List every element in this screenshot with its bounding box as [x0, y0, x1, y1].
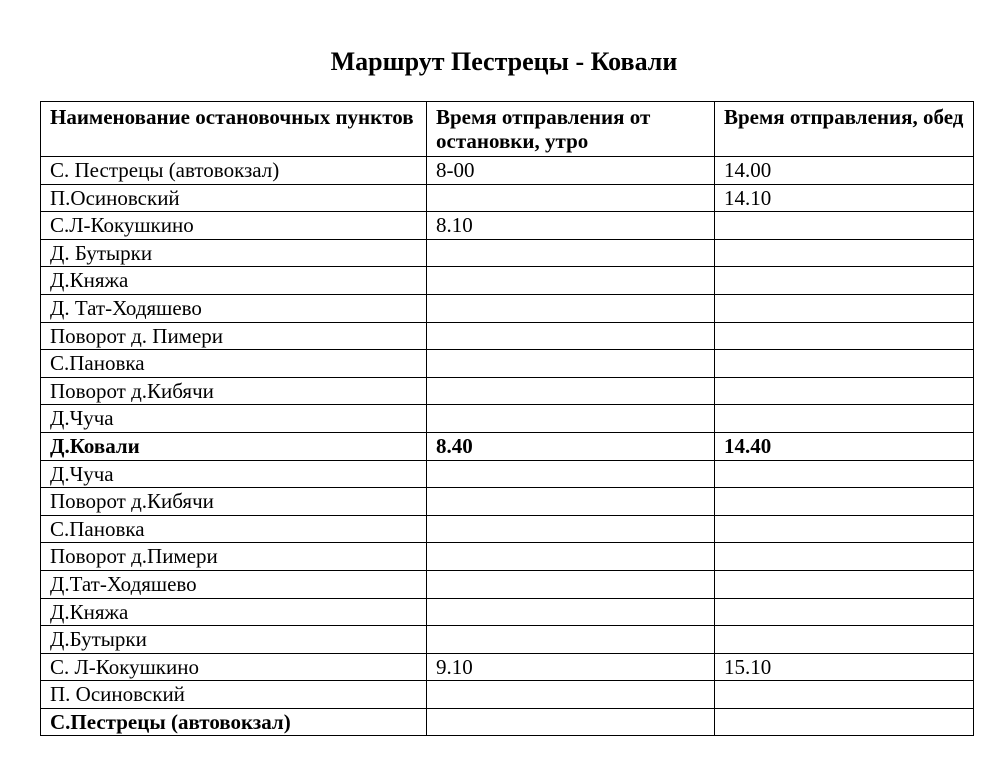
table-row — [41, 432, 974, 460]
table-row — [41, 570, 974, 598]
table-row — [41, 405, 974, 433]
table-row — [41, 653, 974, 681]
page-title: Маршрут Пестрецы - Ковали — [330, 47, 678, 76]
stop-name-cell: Поворот д.Пимери — [41, 543, 427, 571]
stop-name-cell: Д.Чуча — [41, 405, 427, 433]
morning-time-cell — [427, 681, 715, 709]
morning-time-cell — [427, 184, 715, 212]
table-row — [41, 460, 974, 488]
morning-time-cell: 8.40 — [427, 432, 715, 460]
lunch-time-cell — [715, 598, 974, 626]
stop-name-cell: С. Пестрецы (автовокзал) — [41, 157, 427, 185]
table-row — [41, 267, 974, 295]
morning-time-cell — [427, 515, 715, 543]
header-row — [41, 102, 974, 157]
table-row — [41, 239, 974, 267]
table-row — [41, 157, 974, 185]
schedule-table — [40, 101, 974, 736]
morning-time-cell — [427, 488, 715, 516]
lunch-time-cell — [715, 405, 974, 433]
stop-name-cell: С.Пановка — [41, 350, 427, 378]
schedule-table-header — [41, 102, 974, 157]
stop-name-cell: Поворот д.Кибячи — [41, 377, 427, 405]
schedule-table-body — [41, 157, 974, 736]
stop-name-cell: С.Пестрецы (автовокзал) — [41, 708, 427, 736]
table-row — [41, 488, 974, 516]
table-row — [41, 294, 974, 322]
lunch-time-cell — [715, 515, 974, 543]
lunch-time-cell — [715, 267, 974, 295]
stop-name-cell: Д.Тат-Ходяшево — [41, 570, 427, 598]
lunch-time-cell: 14.00 — [715, 157, 974, 185]
morning-time-cell — [427, 708, 715, 736]
stop-name-cell: П.Осиновский — [41, 184, 427, 212]
table-row — [41, 322, 974, 350]
stop-name-cell: Д.Княжа — [41, 267, 427, 295]
stop-name-cell: С.Л-Кокушкино — [41, 212, 427, 240]
table-row — [41, 184, 974, 212]
morning-time-cell — [427, 239, 715, 267]
lunch-time-cell — [715, 350, 974, 378]
lunch-time-cell — [715, 708, 974, 736]
morning-time-cell — [427, 598, 715, 626]
lunch-time-cell — [715, 488, 974, 516]
lunch-time-cell: 14.40 — [715, 432, 974, 460]
morning-time-cell — [427, 267, 715, 295]
table-row — [41, 543, 974, 571]
stop-name-cell: Поворот д.Кибячи — [41, 488, 427, 516]
table-row — [41, 377, 974, 405]
morning-time-cell — [427, 294, 715, 322]
morning-time-cell: 8.10 — [427, 212, 715, 240]
lunch-time-cell — [715, 322, 974, 350]
morning-time-cell — [427, 350, 715, 378]
lunch-time-cell: 14.10 — [715, 184, 974, 212]
lunch-time-cell — [715, 239, 974, 267]
morning-time-cell — [427, 322, 715, 350]
morning-time-cell: 9.10 — [427, 653, 715, 681]
morning-time-cell — [427, 626, 715, 654]
lunch-time-cell — [715, 460, 974, 488]
stop-name-cell: Д.Чуча — [41, 460, 427, 488]
header-stop-name: Наименование остановочных пунктов — [41, 102, 427, 157]
lunch-time-cell — [715, 294, 974, 322]
stop-name-cell: Д. Бутырки — [41, 239, 427, 267]
table-row — [41, 212, 974, 240]
morning-time-cell — [427, 377, 715, 405]
lunch-time-cell — [715, 626, 974, 654]
stop-name-cell: Д.Княжа — [41, 598, 427, 626]
morning-time-cell — [427, 405, 715, 433]
table-row — [41, 708, 974, 736]
table-row — [41, 598, 974, 626]
table-row — [41, 350, 974, 378]
lunch-time-cell — [715, 570, 974, 598]
morning-time-cell — [427, 460, 715, 488]
stop-name-cell: С. Л-Кокушкино — [41, 653, 427, 681]
lunch-time-cell — [715, 681, 974, 709]
stop-name-cell: Д.Бутырки — [41, 626, 427, 654]
table-row — [41, 626, 974, 654]
lunch-time-cell — [715, 543, 974, 571]
stop-name-cell: Д. Тат-Ходяшево — [41, 294, 427, 322]
morning-time-cell — [427, 543, 715, 571]
stop-name-cell: С.Пановка — [41, 515, 427, 543]
stop-name-cell: П. Осиновский — [41, 681, 427, 709]
lunch-time-cell — [715, 377, 974, 405]
table-row — [41, 515, 974, 543]
table-row — [41, 681, 974, 709]
morning-time-cell — [427, 570, 715, 598]
morning-time-cell: 8-00 — [427, 157, 715, 185]
header-morning-departure: Время отправления от остановки, утро — [427, 102, 715, 157]
stop-name-cell: Д.Ковали — [41, 432, 427, 460]
stop-name-cell: Поворот д. Пимери — [41, 322, 427, 350]
lunch-time-cell: 15.10 — [715, 653, 974, 681]
header-lunch-departure: Время отправления, обед — [715, 102, 974, 157]
lunch-time-cell — [715, 212, 974, 240]
